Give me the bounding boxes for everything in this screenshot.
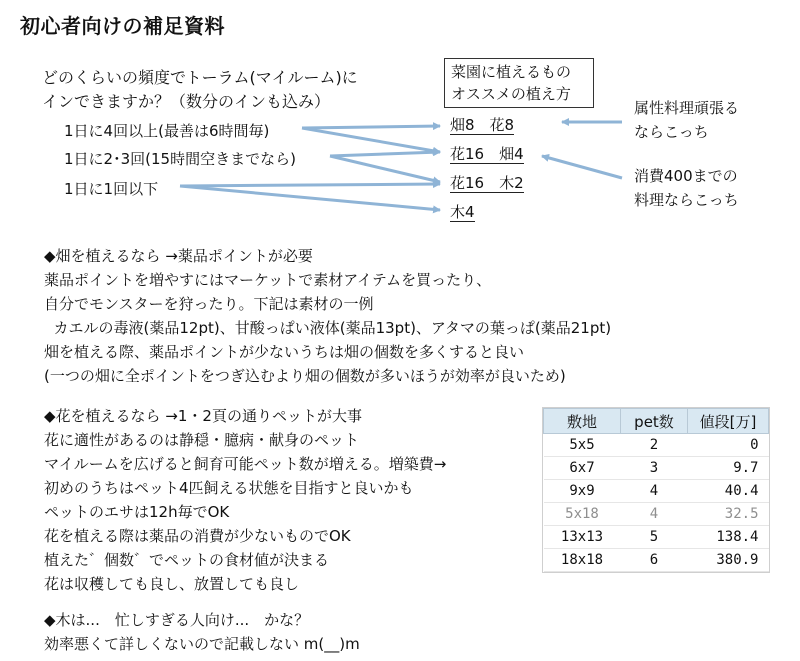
recommend-box-line-2: オススメの植え方: [451, 85, 571, 103]
question-line-2: インできますか？（数分のインも込み）: [42, 92, 331, 111]
recommend-box-line-1: 菜園に植えるもの: [451, 63, 572, 81]
result-4: 木4: [450, 203, 475, 221]
header-pets: pet数: [621, 409, 688, 434]
result-1: 畑8 花8: [450, 116, 515, 134]
field-line-6: (一つの畑に全ポイントをつぎ込むより畑の個数が多いほうが効率が良いため): [44, 367, 566, 385]
note-cost-line-2: 料理ならこっち: [634, 191, 739, 209]
cell-pets: 3: [621, 457, 688, 480]
note-attribute-line-2: ならこっち: [634, 123, 709, 141]
cell-price: 138.4: [688, 526, 769, 549]
flower-line-4: 初めのうちはペット4匹飼える状態を目指すと良いかも: [44, 479, 414, 497]
flower-line-1: ◆花を植えるなら →1・2頁の通りペットが大事: [44, 407, 362, 425]
arrow-opt3-result3: [180, 184, 440, 186]
table-row: [544, 526, 769, 549]
header-price: 値段[万]: [688, 409, 769, 434]
cell-pets: 4: [621, 503, 688, 526]
field-line-5: 畑を植える際、薬品ポイントが少ないうちは畑の個数を多くすると良い: [44, 343, 525, 361]
cell-pets: 5: [621, 526, 688, 549]
arrow-note-cost: [542, 156, 622, 178]
cell-price: 0: [688, 434, 769, 457]
cell-size: 5x18: [544, 503, 621, 526]
cell-pets: 2: [621, 434, 688, 457]
table-row: [544, 457, 769, 480]
option-2-3: 1日に2･3回(15時間空きまでなら): [64, 150, 296, 168]
cell-size: 18x18: [544, 549, 621, 572]
cell-size: 9x9: [544, 480, 621, 503]
flower-line-6: 花を植える際は薬品の消費が少ないものでOK: [44, 527, 351, 545]
arrow-opt2-result2: [330, 152, 440, 156]
cell-size: 5x5: [544, 434, 621, 457]
table-row: [544, 480, 769, 503]
flower-line-3: マイルームを広げると飼育可能ペット数が増える。増築費→: [44, 455, 447, 473]
cell-price: 40.4: [688, 480, 769, 503]
arrow-opt3-result4: [180, 186, 440, 210]
table-row: [544, 549, 769, 572]
table-row: [544, 434, 769, 457]
arrow-opt2-result3: [330, 156, 440, 182]
flower-section: [44, 404, 446, 596]
arrow-opt1-result1: [302, 126, 440, 128]
field-line-1: ◆畑を植えるなら →薬品ポイントが必要: [44, 247, 313, 265]
option-4-plus: 1日に4回以上(最善は6時間毎): [64, 122, 270, 140]
flower-line-7: 植えた゛個数゛でペットの食材値が決まる: [44, 551, 330, 569]
header-size: 敷地: [544, 409, 621, 434]
field-section: [44, 244, 611, 388]
table-header-row: [544, 409, 769, 434]
cell-price: 9.7: [688, 457, 769, 480]
tree-line-2: 効率悪くて詳しくないので記載しない m(__)m: [44, 635, 360, 653]
flower-line-2: 花に適性があるのは静穏・臆病・献身のペット: [44, 431, 360, 449]
cell-pets: 4: [621, 480, 688, 503]
cell-pets: 6: [621, 549, 688, 572]
field-line-2: 薬品ポイントを増やすにはマーケットで素材アイテムを買ったり、: [44, 271, 492, 289]
question-line-1: どのくらいの頻度でトーラム(マイルーム)に: [42, 68, 358, 87]
cell-size: 6x7: [544, 457, 621, 480]
option-1-or-less: 1日に1回以下: [64, 180, 159, 198]
note-attribute-line-1: 属性料理頑張る: [634, 99, 740, 117]
result-3: 花16 木2: [450, 174, 524, 192]
tree-line-1: ◆木は... 忙しすぎる人向け... かな？: [44, 611, 310, 629]
field-line-4: カエルの毒液(薬品12pt)、甘酸っぱい液体(薬品13pt)、アタマの葉っぱ(薬品21pt): [44, 319, 612, 337]
table-row: [544, 503, 769, 526]
tree-section: [44, 608, 360, 656]
flower-line-8: 花は収穫しても良し、放置しても良し: [44, 575, 300, 593]
cell-size: 13x13: [544, 526, 621, 549]
room-cost-table: [543, 408, 769, 572]
cell-price: 32.5: [688, 503, 769, 526]
field-line-3: 自分でモンスターを狩ったり。下記は素材の一例: [44, 295, 374, 313]
page-title: 初心者向けの補足資料: [20, 14, 225, 38]
flower-line-5: ペットのエサは12h毎でOK: [44, 503, 230, 521]
result-2: 花16 畑4: [450, 145, 524, 163]
cell-price: 380.9: [688, 549, 769, 572]
arrow-opt1-result2: [302, 128, 440, 152]
note-cost-line-1: 消費400までの: [634, 167, 738, 185]
